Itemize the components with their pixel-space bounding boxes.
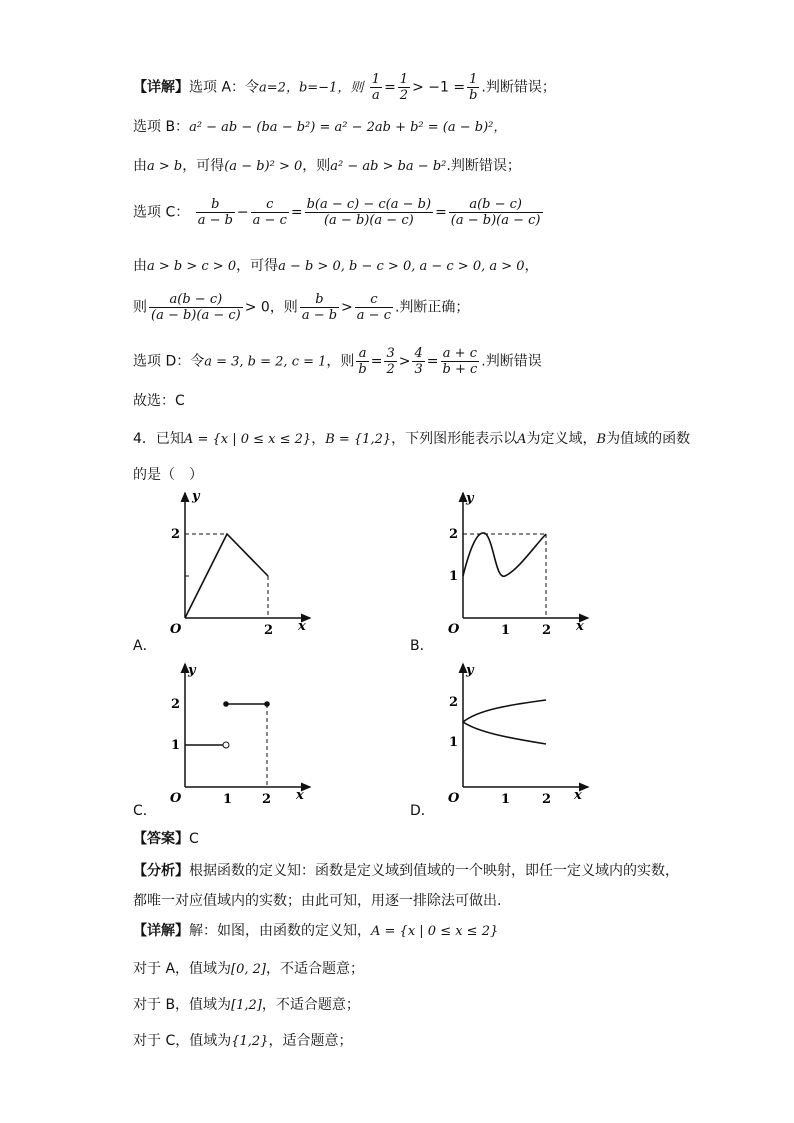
solution-option-c: 选项 C： $\frac{b}{a - b}$ − $\frac{c}{a - c}$ = $\frac{b(a - c) - c(a - b)}{(a - b)(a - c)}$ = $\frac{a(b - c)}{(a - b)(a - c)}$ <box>133 197 541 228</box>
graph-d-label: D． <box>410 803 435 819</box>
svg-text:y: y <box>466 663 474 678</box>
solution-option-a: 【详解】选项 A：令a=2，b=−1，则 $\frac{1}{a}$ = $\frac{1}{2}$ > −1 = $\frac{1}{b}$ .判断错误； <box>133 72 556 103</box>
question-stem-line2: 的是（ ） <box>133 467 203 483</box>
answer-line <box>133 828 199 848</box>
solution-option-c-2: 由a > b > c > 0，可得a − b > 0, b − c > 0, a − c > 0, a > 0， <box>133 258 539 274</box>
graph-d <box>408 660 608 820</box>
detail-for-c: 对于 C，值域为{1,2}，适合题意； <box>133 1033 353 1049</box>
svg-text:1: 1 <box>171 738 181 753</box>
svg-text:y: y <box>188 663 196 678</box>
solution-option-b-2: 由a > b，可得(a − b)² > 0，则a² − ab > ba − b².判断错误； <box>133 158 521 174</box>
svg-text:2: 2 <box>542 623 552 638</box>
graph-b <box>408 488 608 653</box>
svg-text:x: x <box>576 619 584 634</box>
svg-text:2: 2 <box>171 697 181 712</box>
svg-text:1: 1 <box>223 792 233 807</box>
solution-option-b: 选项 B：a² − ab − (ba − b²) = a² − 2ab + b² = (a − b)²， <box>133 119 507 135</box>
graph-a <box>130 488 330 653</box>
svg-text:O: O <box>448 622 460 637</box>
detail-for-a: 对于 A，值域为[0, 2]，不适合题意； <box>133 961 364 977</box>
solution-option-c-3: 则 $\frac{a(b - c)}{(a - b)(a - c)}$ > 0，则 $\frac{b}{a - b}$ > $\frac{c}{a - c}$ .判断正确； <box>133 292 470 323</box>
svg-text:x: x <box>296 788 304 803</box>
analysis-line1: 【分析】根据函数的定义知：函数是定义域到值域的一个映射，即任一定义域内的实数， <box>133 863 679 879</box>
svg-text:1: 1 <box>501 792 511 807</box>
answer-tag: 【答案】 <box>133 831 189 847</box>
analysis-line2: 都唯一对应值域内的实数；由此可知，用逐一排除法可做出. <box>133 893 502 909</box>
analysis-tag: 【分析】 <box>133 863 189 879</box>
graph-a-label: A． <box>133 638 157 654</box>
svg-text:2: 2 <box>449 527 459 542</box>
detail-tag: 【详解】 <box>133 79 189 96</box>
detail-for-b: 对于 B，值域为[1,2]，不适合题意； <box>133 997 360 1013</box>
svg-text:1: 1 <box>501 623 511 638</box>
svg-text:2: 2 <box>542 792 552 807</box>
svg-text:O: O <box>170 791 182 806</box>
solution-option-d: 选项 D：令a = 3, b = 2, c = 1，则 $\frac{a}{b}$ = $\frac{3}{2}$ > $\frac{4}{3}$ = $\frac{a + c}{b + c}$ .判断错误 <box>133 346 542 377</box>
graph-c-label: C． <box>133 803 157 819</box>
svg-text:O: O <box>448 791 460 806</box>
svg-text:2: 2 <box>264 623 274 638</box>
svg-text:y: y <box>192 489 200 504</box>
svg-text:O: O <box>170 622 182 637</box>
svg-text:2: 2 <box>262 792 272 807</box>
question-stem: 4．已知A = {x | 0 ≤ x ≤ 2}，B = {1,2}，下列图形能表示以A为定义域，B为值域的函数 <box>133 431 691 447</box>
svg-text:y: y <box>466 491 474 506</box>
svg-text:1: 1 <box>449 569 459 584</box>
svg-text:2: 2 <box>171 527 181 542</box>
solution-choice: 故选：C <box>133 393 185 409</box>
detail-tag-2: 【详解】 <box>133 923 189 939</box>
svg-text:x: x <box>574 788 582 803</box>
graph-c <box>130 660 330 820</box>
fraction: $\frac{1}{a}$ <box>371 72 381 103</box>
answer-value: C <box>189 831 199 847</box>
svg-text:1: 1 <box>449 735 459 750</box>
graph-b-label: B． <box>410 638 434 654</box>
detail-line1: 【详解】解：如图，由函数的定义知，A = {x | 0 ≤ x ≤ 2} <box>133 923 499 939</box>
svg-text:2: 2 <box>449 695 459 710</box>
svg-text:x: x <box>298 619 306 634</box>
